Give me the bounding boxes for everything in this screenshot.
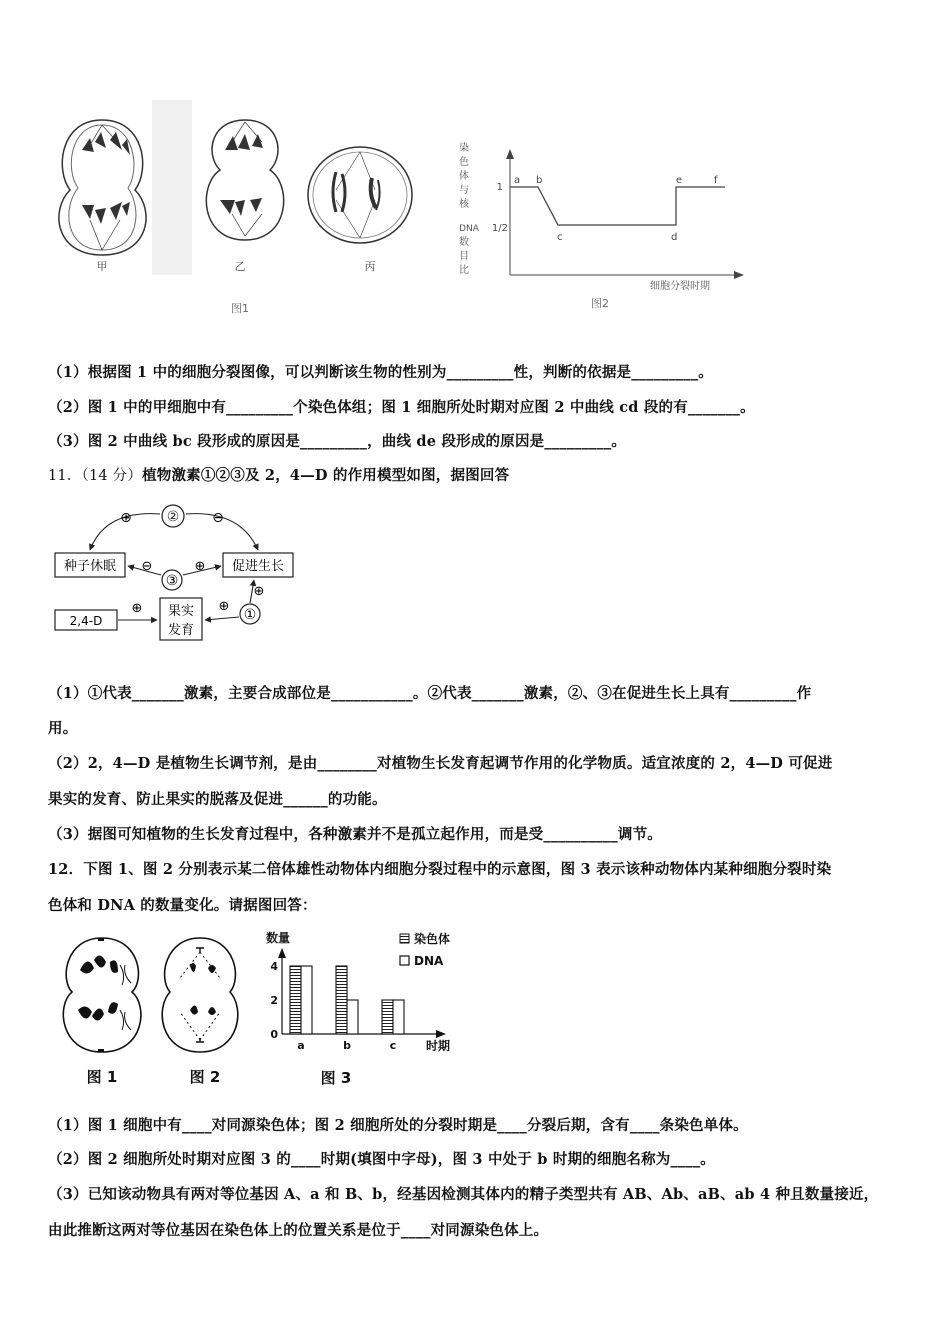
cell-bing (308, 147, 412, 243)
node-1-label: ① (243, 607, 257, 623)
q12-caption-fig3: 图 3 (320, 1069, 352, 1087)
q12-sub2: （2）图 2 细胞所处时期对应图 3 的____时期(填图中字母)，图 3 中处于 b 时期的细胞名称为____。 (48, 1151, 715, 1168)
box-dormancy-label: 种子休眠 (63, 559, 117, 574)
y-label-char: 目 (459, 251, 469, 262)
cell-label-yi: 乙 (234, 260, 246, 273)
figure-2-caption: 图2 (591, 297, 609, 310)
bar-dna-b (347, 1000, 358, 1034)
point-d: d (671, 232, 678, 243)
q12-caption-fig2: 图 2 (189, 1068, 221, 1086)
bar-chromosome-b (336, 966, 347, 1034)
sign-minus: ⊖ (141, 559, 153, 574)
y-label-char: 与 (459, 185, 469, 196)
ratio-curve (510, 187, 725, 225)
q11-hormone-diagram (50, 500, 310, 650)
chart-ylabel: 数量 (266, 931, 291, 945)
q12-stem-line1: 12．下图 1、图 2 分别表示某二倍体雄性动物体内细胞分裂过程中的示意图，图 3 表示该种动物体内某种细胞分裂时染 (48, 861, 832, 878)
x-axis-label: 细胞分裂时期 (650, 281, 710, 292)
tick-1: 1 (496, 182, 503, 193)
chart-y-arrow (278, 948, 286, 958)
y-label-char: 色 (459, 157, 469, 168)
cell-yi (206, 120, 283, 240)
q11-title-text: 植物激素①②③及 2，4—D 的作用模型如图，据图回答 (142, 467, 510, 484)
arrow-1-to-fruit (205, 617, 239, 620)
bar-dna-a (301, 966, 312, 1034)
q12-cell-fig1 (63, 938, 141, 1052)
sign-minus: ⊖ (212, 510, 224, 526)
y-label-char: 比 (459, 265, 469, 276)
x-category-label: a (297, 1039, 305, 1052)
q12-stem-line2: 色体和 DNA 的数量变化。请据图回答： (48, 897, 317, 914)
legend-label-dna: DNA (414, 954, 444, 968)
figure-1-cells (40, 90, 430, 330)
cell-label-jia: 甲 (96, 260, 108, 273)
legend-swatch-dna (400, 956, 409, 965)
box-fruit-line1: 果实 (167, 604, 195, 619)
q11-sub2-line2: 果实的发育、防止果实的脱落及促进______的功能。 (48, 791, 387, 808)
point-e: e (676, 175, 683, 186)
cell-label-bing: 丙 (364, 260, 376, 273)
figure-2-chart (450, 135, 750, 315)
y-label-char: 数 (459, 237, 469, 248)
q12-bar-chart (260, 926, 470, 1091)
x-category-label: c (389, 1039, 397, 1052)
q11-sub1-line2: 用。 (48, 720, 78, 737)
y-label-char: DNA (459, 224, 479, 234)
cell-jia (59, 120, 146, 255)
box-fruit-line2: 发育 (167, 623, 195, 638)
sign-plus: ⊕ (131, 601, 143, 616)
sign-plus: ⊕ (253, 584, 265, 599)
sign-plus: ⊕ (120, 510, 132, 526)
q12-sub1: （1）图 1 细胞中有____对同源染色体；图 2 细胞所处的分裂时期是____分裂后期，含有____条染色单体。 (48, 1117, 748, 1134)
scan-smudge (152, 100, 192, 275)
y-tick-label: 4 (270, 960, 278, 973)
y-label-char: 染 (459, 143, 469, 154)
legend-swatch-chromosome (400, 934, 409, 943)
box-growth-label: 促进生长 (231, 559, 285, 574)
q11-sub3: （3）据图可知植物的生长发育过程中，各种激素并不是孤立起作用，而是受__________调节。 (48, 826, 662, 843)
legend-label-chromosome: 染色体 (414, 932, 451, 946)
q12-cell-figures (50, 930, 260, 1090)
q12-sub3-line2: 由此推断这两对等位基因在染色体上的位置关系是位于____对同源染色体上。 (48, 1222, 549, 1239)
sign-plus: ⊕ (194, 559, 206, 574)
point-a: a (514, 175, 521, 186)
q12-caption-fig1: 图 1 (86, 1068, 118, 1086)
q10-sub3: （3）图 2 中曲线 bc 段形成的原因是_________，曲线 de 段形成的原因是_________。 (48, 433, 627, 450)
node-2-label: ② (166, 509, 180, 525)
q10-sub1: （1）根据图 1 中的细胞分裂图像，可以判断该生物的性别为_________性，判断的依据是_________。 (48, 364, 713, 381)
y-tick-label: 2 (270, 994, 278, 1007)
chart-x-arrow (436, 1030, 446, 1038)
point-f: f (714, 175, 718, 186)
y-label-char: 核 (459, 199, 469, 210)
y-tick-label: 0 (270, 1028, 278, 1041)
box-24d-label: 2,4-D (69, 614, 103, 628)
tick-half: 1/2 (491, 223, 508, 234)
y-label-char: 体 (459, 171, 469, 182)
q11-sub1-line1: （1）①代表_______激素，主要合成部位是___________。②代表_______激素，②、③在促进生长上具有_________作 (48, 685, 812, 702)
bar-dna-c (393, 1000, 404, 1034)
q12-cell-fig2 (162, 938, 238, 1052)
bar-chromosome-a (290, 966, 301, 1034)
point-c: c (557, 232, 563, 243)
y-axis-arrow (506, 149, 514, 159)
x-axis-arrow (734, 271, 744, 279)
bar-chromosome-c (382, 1000, 393, 1034)
q12-sub3-line1: （3）已知该动物具有两对等位基因 A、a 和 B、b，经基因检测其体内的精子类型共有 AB、Ab、aB、ab 4 种且数量接近， (48, 1186, 879, 1203)
point-b: b (536, 175, 543, 186)
q11-sub2-line1: （2）2，4—D 是植物生长调节剂，是由________对植物生长发育起调节作用的化学物质。适宜浓度的 2，4—D 可促进 (48, 755, 833, 772)
node-3-label: ③ (165, 573, 179, 589)
q11-title (48, 464, 509, 485)
q10-sub2: （2）图 1 中的甲细胞中有_________个染色体组；图 1 细胞所处时期对应图 2 中曲线 cd 段的有_______。 (48, 399, 755, 416)
x-category-label: b (343, 1039, 351, 1052)
figure-1-caption: 图1 (231, 302, 249, 315)
chart-xlabel: 时期 (425, 1039, 451, 1053)
sign-plus: ⊕ (218, 599, 230, 614)
q11-number: 11．（14 分） (48, 468, 143, 484)
